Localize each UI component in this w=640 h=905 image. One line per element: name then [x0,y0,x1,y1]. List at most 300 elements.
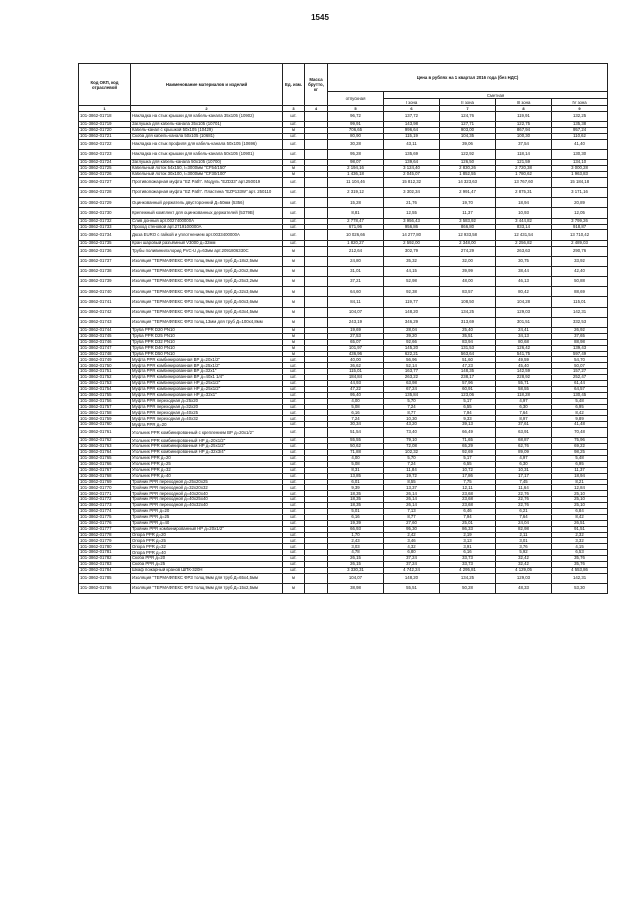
item-name: Тройник PPR д=40 [131,520,283,526]
item-name: Труба PPR D25 PN10 [131,333,283,339]
item-name: Муфта PPR переходная д=32х20 [131,404,283,410]
item-name: Тройник PPR переходной д=25х20х25 [131,479,283,485]
price-selling: 6,01 [328,479,384,485]
item-code: 101-3862-01735 [79,240,131,246]
price-zone-3: 104,28 [496,297,552,307]
price-zone-1: 3 302,34 [384,188,440,198]
price-selling: 7,24 [328,416,384,422]
item-unit: м [283,128,305,134]
price-zone-3: 3 444,82 [496,218,552,224]
item-code: 101-3862-01782 [79,556,131,562]
price-zone-1: 622,21 [384,351,440,357]
item-mass [305,208,328,218]
item-unit: шт. [283,188,305,198]
price-zone-4: 135,38 [552,122,608,128]
price-zone-3: 3,76 [496,544,552,550]
price-zone-3: 1 780,62 [496,172,552,178]
item-name: Противопожарная муфта "EZ Path". Пластина "EZP133W" арт. 250110 [131,188,283,198]
item-code: 101-3862-01774 [79,509,131,515]
price-zone-4: 918,87 [552,224,608,230]
price-zone-1: 56,96 [384,357,440,363]
item-code: 101-3862-01762 [79,438,131,444]
item-unit: шт. [283,456,305,462]
item-name: Кабельный лоток 54х150, l=3000мм "CF54/150" [131,166,283,172]
price-selling: 95,40 [328,392,384,398]
item-unit: м [283,246,305,256]
price-zone-2: 86,33 [440,526,496,532]
price-zone-1: 135,69 [384,150,440,160]
price-zone-3: 48,33 [496,584,552,594]
price-zone-4: 35,76 [552,556,608,562]
item-unit: м [283,339,305,345]
price-zone-3: 30,75 [496,256,552,266]
price-zone-2: 108,50 [440,297,496,307]
price-zone-3: 22,76 [496,491,552,497]
price-zone-4: 132,25 [552,112,608,122]
item-name: Муфта PPR комбинированная ВР д=20х1/2" [131,357,283,363]
price-zone-2: 51,60 [440,357,496,363]
price-zone-2: 33,73 [440,562,496,568]
price-zone-2: 2 830,26 [440,166,496,172]
item-name: Угольник PPR д=20 [131,456,283,462]
item-code: 101-3862-01747 [79,345,131,351]
price-zone-4: 41,40 [552,139,608,149]
price-selling: 9,39 [328,485,384,491]
price-zone-2: 563,64 [440,351,496,357]
price-zone-2: 3 583,92 [440,218,496,224]
item-unit: шт. [283,467,305,473]
item-unit: м [283,266,305,276]
item-unit: м [283,333,305,339]
price-zone-4: 41,48 [552,422,608,428]
item-name: Муфта PPR переходная д=25х20 [131,398,283,404]
price-zone-3: 6,30 [496,404,552,410]
price-zone-1: 8,55 [384,479,440,485]
item-unit: шт. [283,177,305,187]
item-unit: шт. [283,240,305,246]
price-zone-4: 25,10 [552,497,608,503]
item-name: Тройник PPR переходной д=40х20х40 [131,491,283,497]
item-name: Труба PPR D32 PN10 [131,339,283,345]
item-name: Дюза EURO с гайкой и уплотнением арт.0033400000А [131,230,283,240]
item-name: Угольник PPR д=32 [131,467,283,473]
price-zone-3: 5,92 [496,550,552,556]
price-zone-2: 134,25 [440,573,496,583]
price-zone-1: 8,77 [384,410,440,416]
item-name: Оцинкованный держатель двусторонний Д=50мм (5356) [131,198,283,208]
price-zone-1: 26,14 [384,503,440,509]
price-zone-3: 3,01 [496,538,552,544]
item-code: 101-3862-01769 [79,479,131,485]
item-code: 101-3862-01726 [79,172,131,178]
price-zone-1: 7,24 [384,404,440,410]
item-mass [305,307,328,317]
item-unit: шт. [283,381,305,387]
item-code: 101-3862-01741 [79,297,131,307]
price-zone-2: 7,94 [440,410,496,416]
price-zone-4: 26,92 [552,328,608,334]
item-unit: шт. [283,416,305,422]
price-zone-2: 25,01 [440,520,496,526]
item-code: 101-3862-01758 [79,410,131,416]
price-selling: 71,88 [328,450,384,456]
item-name: Труба PPR D20 PN10 [131,328,283,334]
price-zone-2: 83,94 [440,339,496,345]
price-zone-3: 82,98 [496,526,552,532]
item-code: 101-3862-01720 [79,128,131,134]
price-zone-1: 263,22 [384,375,440,381]
item-unit: шт. [283,450,305,456]
price-zone-2: 3,91 [440,544,496,550]
item-unit: м [283,172,305,178]
price-selling: 55,55 [328,438,384,444]
price-selling: 30,28 [328,139,384,149]
price-selling: 95,28 [328,150,384,160]
price-zone-1: 6,80 [384,550,440,556]
table-row [79,428,608,438]
item-mass [305,150,328,160]
price-zone-2: 10,72 [440,467,496,473]
price-zone-3: 6,21 [496,509,552,515]
price-zone-1: 72,08 [384,444,440,450]
price-zone-1: 10,30 [384,416,440,422]
price-zone-3: 37,61 [496,422,552,428]
table-row [79,317,608,327]
item-code: 101-3862-01740 [79,287,131,297]
price-zone-3: 118,28 [496,392,552,398]
item-name: Муфта PPR переходная д=40х25 [131,410,283,416]
price-zone-2: 12,11 [440,485,496,491]
price-selling: 18,35 [328,491,384,497]
price-zone-1: 996,64 [384,128,440,134]
price-zone-1: 115,19 [384,133,440,139]
price-zone-3: 2,11 [496,532,552,538]
price-zone-4: 142,31 [552,573,608,583]
price-zone-1: 44,15 [384,266,440,276]
price-zone-2: 39,13 [440,422,496,428]
item-code: 101-3862-01778 [79,532,131,538]
item-name: Слив донный арт.0027400000А [131,218,283,224]
price-zone-1: 43,11 [384,139,440,149]
price-zone-1: 63,98 [384,381,440,387]
item-unit: шт. [283,514,305,520]
item-unit: шт. [283,230,305,240]
price-zone-1: 163,77 [384,369,440,375]
price-zone-4: 3 799,26 [552,218,608,224]
price-zone-1: 148,20 [384,307,440,317]
price-zone-1: 145,20 [384,345,440,351]
price-selling: 10 026,66 [328,230,384,240]
price-selling: 19,69 [328,328,384,334]
column-number: 1 [79,106,131,112]
price-selling: 4,78 [328,550,384,556]
price-zone-1: 13,37 [384,485,440,491]
price-zone-4: 1 963,83 [552,172,608,178]
price-zone-1: 52,14 [384,363,440,369]
price-selling: 26,15 [328,562,384,568]
item-unit: шт. [283,392,305,398]
price-zone-1: 27,60 [384,520,440,526]
item-unit: шт. [283,122,305,128]
price-zone-4: 8,42 [552,410,608,416]
item-name: Шкаф пожарный кранов ШПК-320Н [131,567,283,573]
price-zone-2: 6,55 [440,461,496,467]
price-zone-3: 45,40 [496,363,552,369]
price-selling: 436,96 [328,351,384,357]
item-name: Кабельный лоток 30х100, l=3000мм "CF30/100" [131,172,283,178]
item-code: 101-3862-01745 [79,333,131,339]
price-selling: 1,70 [328,532,384,538]
price-zone-1: 11,84 [384,467,440,473]
price-zone-4: 9,89 [552,416,608,422]
item-unit: шт. [283,444,305,450]
item-code: 101-3862-01772 [79,497,131,503]
price-zone-2: 5,17 [440,456,496,462]
item-unit: м [283,351,305,357]
price-selling: 13,85 [328,473,384,479]
price-zone-4: 53,30 [552,584,608,594]
price-selling: 5,01 [328,509,384,515]
price-zone-4: 25,10 [552,491,608,497]
price-zone-4: 26,51 [552,520,608,526]
price-zone-3: 118,14 [496,150,552,160]
price-selling: 101,97 [328,345,384,351]
column-number: 4 [305,106,328,112]
price-zone-2: 3,13 [440,538,496,544]
item-unit: шт. [283,562,305,568]
price-zone-1: 12,55 [384,208,440,218]
price-zone-2: 47,23 [440,363,496,369]
price-selling: 1 820,27 [328,240,384,246]
header-price: Цена в рублях на 1 квартал 2016 года (без НДС) [328,64,608,92]
price-selling: 4,00 [328,456,384,462]
item-unit: шт. [283,479,305,485]
table-row [79,139,608,149]
price-zone-2: 9,33 [440,416,496,422]
price-selling: 11 104,46 [328,177,384,187]
price-zone-4: 11,37 [552,467,608,473]
price-zone-1: 3 124,40 [384,166,440,172]
price-zone-1: 43,20 [384,422,440,428]
item-name: Муфта PPR комбинированная НР д=25х1/2" [131,386,283,392]
item-mass [305,198,328,208]
price-zone-2: 23,68 [440,491,496,497]
price-zone-2: 71,65 [440,438,496,444]
price-zone-3: 129,03 [496,573,552,583]
header-unit: Ед. изм. [283,64,305,106]
item-code: 101-3862-01756 [79,398,131,404]
item-mass [305,177,328,187]
price-selling: 96,72 [328,112,384,122]
item-unit: шт. [283,461,305,467]
item-name: Угольник PPR д=40 [131,473,283,479]
item-mass [305,256,328,266]
table-body [79,112,608,594]
price-zone-1: 26,14 [384,497,440,503]
item-name: Опора PPR д=40 [131,550,283,556]
item-mass [305,584,328,594]
table-row [79,287,608,297]
item-unit: шт. [283,357,305,363]
price-zone-2: 32,00 [440,256,496,266]
price-zone-1: 956,86 [384,224,440,230]
price-zone-4: 6,53 [552,550,608,556]
item-code: 101-3862-01777 [79,526,131,532]
price-zone-2: 2,19 [440,532,496,538]
price-selling: 243,19 [328,317,384,327]
item-code: 101-3862-01775 [79,514,131,520]
header-estimate: Сметная [384,92,608,99]
price-zone-4: 2,32 [552,532,608,538]
price-zone-2: 5,17 [440,398,496,404]
price-zone-3: 142,59 [496,369,552,375]
price-zone-2: 48,00 [440,277,496,287]
price-selling: 50,62 [328,444,384,450]
price-selling: 30,34 [328,422,384,428]
price-zone-4: 35,76 [552,562,608,568]
price-selling: 80,90 [328,133,384,139]
column-number: 9 [552,106,608,112]
price-selling: 47,22 [328,386,384,392]
item-unit: шт. [283,526,305,532]
item-unit: шт. [283,386,305,392]
item-code: 101-3862-01763 [79,444,131,450]
price-selling: 2 319,12 [328,188,384,198]
item-name: Тройник PPR д=25 [131,514,283,520]
price-selling: 26,15 [328,556,384,562]
price-zone-1: 52,98 [384,277,440,287]
item-code: 101-3862-01786 [79,584,131,594]
item-code: 101-3862-01781 [79,550,131,556]
price-zone-1: 2 592,00 [384,240,440,246]
price-zone-3: 12 431,54 [496,230,552,240]
price-zone-4: 6,84 [552,509,608,515]
price-zone-2: 35,51 [440,333,496,339]
table-row [79,198,608,208]
item-code: 101-3862-01776 [79,520,131,526]
header-selling: отпускная [328,92,384,106]
price-zone-4: 20,89 [552,198,608,208]
item-unit: шт. [283,473,305,479]
item-name: Тройник PPR переходной д=40х25х40 [131,497,283,503]
price-zone-3: 63,91 [496,428,552,438]
item-name: Трубы поливинилхлорид PVC-U д=63мм арт.2091806330С [131,246,283,256]
price-zone-4: 8,21 [552,479,608,485]
price-zone-3: 100,30 [496,133,552,139]
price-zone-3: 121,59 [496,160,552,166]
item-mass [305,287,328,297]
item-code: 101-3862-01750 [79,363,131,369]
item-mass [305,297,328,307]
price-selling: 104,07 [328,573,384,583]
price-zone-2: 313,69 [440,317,496,327]
price-zone-1: 73,40 [384,428,440,438]
price-zone-2: 92,69 [440,450,496,456]
item-code: 101-3862-01780 [79,544,131,550]
price-selling: 98,07 [328,160,384,166]
item-name: Изоляция "ТЕРМАФЛЕКС ФРЗ толщ.9мм для труб Д=65х4,5мм [131,573,283,583]
item-unit: м [283,287,305,297]
item-unit: шт. [283,224,305,230]
price-zone-2: 7,94 [440,514,496,520]
price-selling: 2 194,16 [328,166,384,172]
item-unit: шт. [283,198,305,208]
price-zone-1: 8,77 [384,514,440,520]
item-unit: шт. [283,160,305,166]
item-code: 101-3862-01732 [79,218,131,224]
item-code: 101-3862-01736 [79,246,131,256]
price-table [78,63,608,594]
item-code: 101-3862-01743 [79,317,131,327]
item-code: 101-3862-01739 [79,277,131,287]
price-zone-4: 115,01 [552,297,608,307]
table-row [79,266,608,276]
price-selling: 15,28 [328,198,384,208]
price-zone-3: 4 129,05 [496,567,552,573]
price-selling: 31,01 [328,266,384,276]
price-zone-4: 8,42 [552,514,608,520]
price-zone-4: 88,98 [552,339,608,345]
price-selling: 18,35 [328,497,384,503]
item-name: Труба PPR D40 PN10 [131,345,283,351]
price-zone-3: 541,75 [496,351,552,357]
price-zone-3: 58,55 [496,386,552,392]
item-code: 101-3862-01744 [79,328,131,334]
item-name: Муфта PPR комбинированная ВР д=25х1/2" [131,363,283,369]
item-mass [305,230,328,240]
item-name: Опора PPR д=20 [131,532,283,538]
price-zone-2: 57,96 [440,381,496,387]
price-zone-2: 2 348,00 [440,240,496,246]
price-zone-3: 2 875,31 [496,188,552,198]
item-code: 101-3862-01755 [79,392,131,398]
item-unit: шт. [283,133,305,139]
price-zone-2: 903,00 [440,128,496,134]
price-selling: 40,00 [328,357,384,363]
column-number: 3 [283,106,305,112]
price-zone-3: 22,76 [496,497,552,503]
price-zone-3: 49,59 [496,357,552,363]
price-selling: 6,16 [328,514,384,520]
price-zone-3: 22,76 [496,503,552,509]
price-zone-1: 67,24 [384,386,440,392]
price-zone-1: 2 045,07 [384,172,440,178]
item-unit: шт. [283,567,305,573]
item-code: 101-3862-01764 [79,450,131,456]
header-zone-4: IV зона [552,99,608,106]
price-zone-3: 126,42 [496,345,552,351]
item-code: 101-3862-01784 [79,567,131,573]
price-zone-3: 7,45 [496,479,552,485]
price-zone-1: 346,29 [384,317,440,327]
price-zone-2: 4 295,81 [440,567,496,573]
price-zone-2: 25,40 [440,328,496,334]
price-selling: 64,60 [328,287,384,297]
price-zone-4: 6,95 [552,404,608,410]
column-number: 2 [131,106,283,112]
price-zone-3: 34,13 [496,333,552,339]
price-zone-3: 68,87 [496,438,552,444]
price-zone-4: 130,45 [552,392,608,398]
price-zone-1: 3 956,43 [384,218,440,224]
price-selling: 671,96 [328,224,384,230]
price-zone-1: 92,66 [384,339,440,345]
price-zone-4: 12,84 [552,485,608,491]
price-selling: 66,93 [328,526,384,532]
header-code: Код ОКП, код отраслевой [79,64,131,106]
price-selling: 37,21 [328,277,384,287]
item-mass [305,188,328,198]
